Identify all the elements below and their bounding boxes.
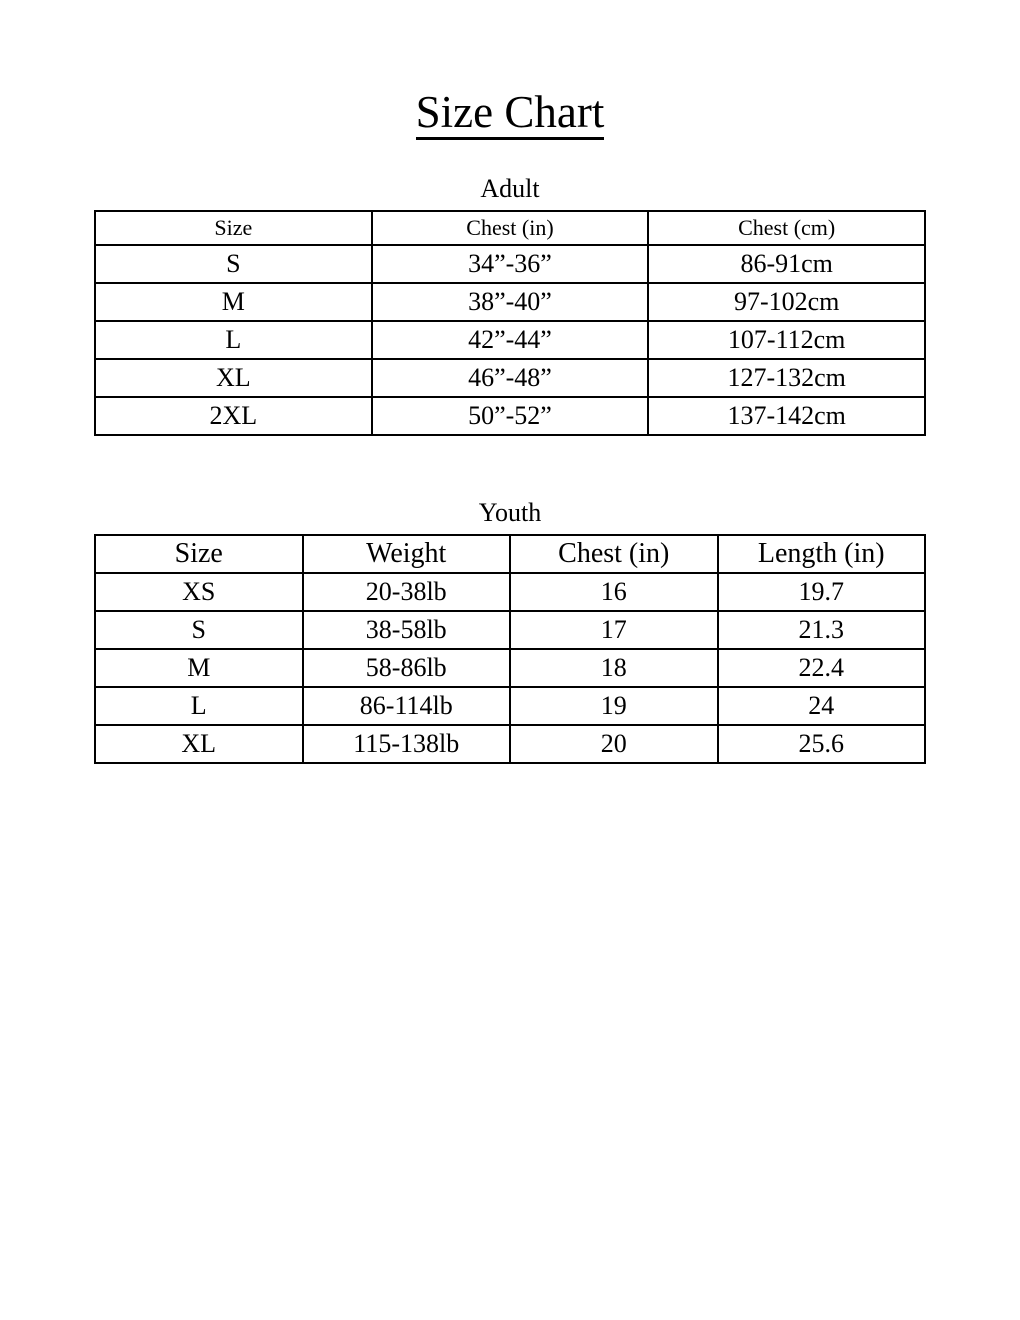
table-cell: 107-112cm (648, 321, 925, 359)
adult-size-section (0, 174, 1020, 436)
adult-header-size: Size (95, 211, 372, 245)
table-cell: M (95, 283, 372, 321)
table-cell: 20-38lb (303, 573, 511, 611)
adult-header-chest-cm: Chest (cm) (648, 211, 925, 245)
table-row (95, 283, 925, 321)
youth-size-section (0, 498, 1020, 764)
table-cell: 34”-36” (372, 245, 649, 283)
table-row (95, 611, 925, 649)
youth-header-weight: Weight (303, 535, 511, 573)
youth-size-table (94, 534, 926, 764)
table-cell: 46”-48” (372, 359, 649, 397)
table-cell: 20 (510, 725, 718, 763)
adult-header-row (95, 211, 925, 245)
table-row (95, 397, 925, 435)
table-cell: XL (95, 359, 372, 397)
table-row (95, 573, 925, 611)
table-cell: 42”-44” (372, 321, 649, 359)
table-cell: 127-132cm (648, 359, 925, 397)
adult-table-caption: Adult (480, 174, 540, 203)
table-cell: 17 (510, 611, 718, 649)
title-row (0, 0, 1020, 140)
table-cell: 86-114lb (303, 687, 511, 725)
table-row (95, 321, 925, 359)
youth-header-chest-in: Chest (in) (510, 535, 718, 573)
page-title: Size Chart (416, 90, 605, 140)
table-cell: 137-142cm (648, 397, 925, 435)
table-cell: 115-138lb (303, 725, 511, 763)
table-cell: 19.7 (718, 573, 926, 611)
youth-table-caption: Youth (478, 498, 542, 527)
table-cell: L (95, 687, 303, 725)
table-cell: S (95, 611, 303, 649)
table-cell: 86-91cm (648, 245, 925, 283)
table-cell: XS (95, 573, 303, 611)
adult-header-chest-in: Chest (in) (372, 211, 649, 245)
table-cell: S (95, 245, 372, 283)
table-cell: 25.6 (718, 725, 926, 763)
table-cell: 38-58lb (303, 611, 511, 649)
table-cell: L (95, 321, 372, 359)
table-cell: 16 (510, 573, 718, 611)
table-cell: 24 (718, 687, 926, 725)
table-cell: 22.4 (718, 649, 926, 687)
table-cell: XL (95, 725, 303, 763)
table-row (95, 687, 925, 725)
youth-header-row (95, 535, 925, 573)
table-cell: 21.3 (718, 611, 926, 649)
adult-size-table (94, 210, 926, 436)
table-row (95, 245, 925, 283)
youth-header-length-in: Length (in) (718, 535, 926, 573)
youth-header-size: Size (95, 535, 303, 573)
table-cell: 50”-52” (372, 397, 649, 435)
table-row (95, 649, 925, 687)
table-cell: 58-86lb (303, 649, 511, 687)
table-cell: 97-102cm (648, 283, 925, 321)
table-cell: M (95, 649, 303, 687)
table-cell: 19 (510, 687, 718, 725)
table-row (95, 359, 925, 397)
table-cell: 2XL (95, 397, 372, 435)
table-row (95, 725, 925, 763)
table-cell: 38”-40” (372, 283, 649, 321)
table-cell: 18 (510, 649, 718, 687)
